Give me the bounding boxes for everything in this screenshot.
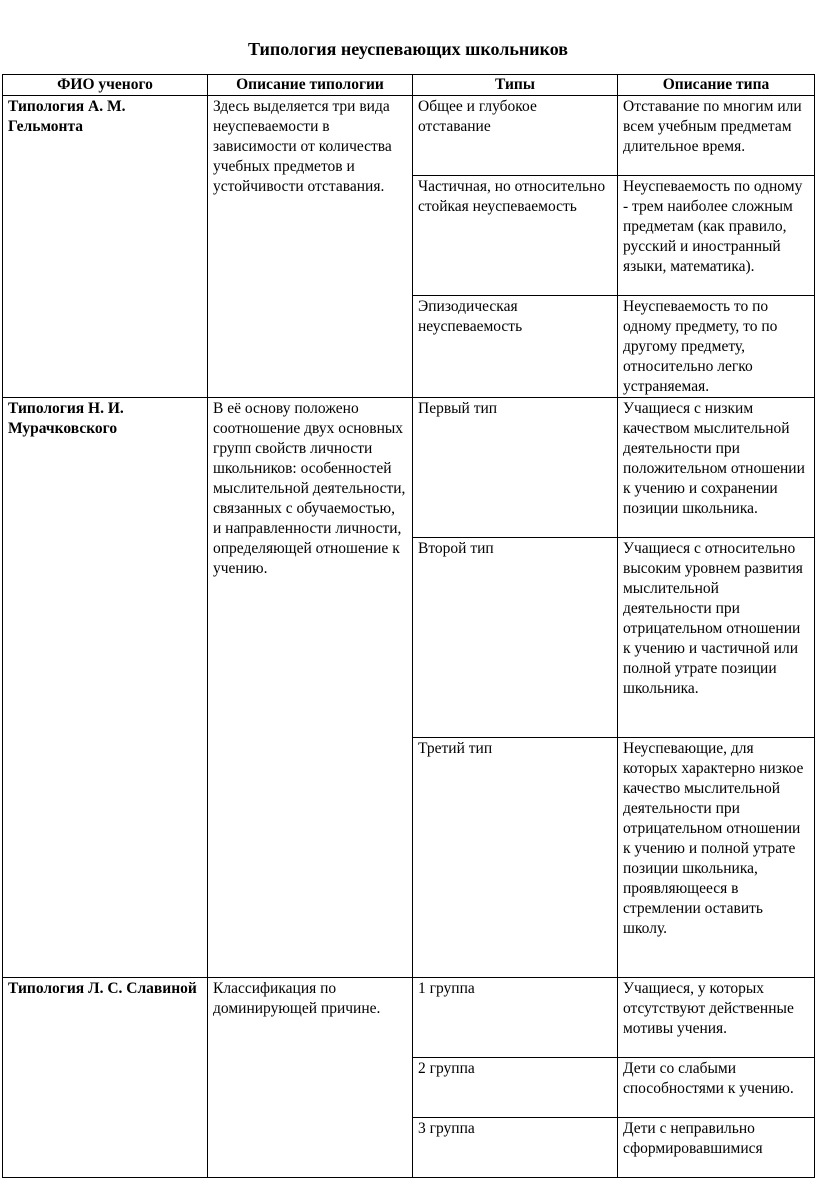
- header-scientist: ФИО ученого: [3, 75, 208, 96]
- table-row: [3, 978, 815, 1058]
- type-name-cell: Общее и глубокое отставание: [413, 96, 618, 176]
- type-name-cell: Второй тип: [413, 538, 618, 738]
- type-name-cell: 3 группа: [413, 1118, 618, 1178]
- type-name-cell: Первый тип: [413, 398, 618, 538]
- scientist-cell: Типология Н. И. Мурачковского: [3, 398, 208, 978]
- type-name-cell: Третий тип: [413, 738, 618, 978]
- table-header-row: [3, 75, 815, 96]
- type-description-cell: Неуспеваемость по одному - трем наиболее сложным предметам (как правило, русский и иностранный языки, математика).: [618, 176, 815, 296]
- header-type-description: Описание типа: [618, 75, 815, 96]
- scientist-cell: Типология А. М. Гельмонта: [3, 96, 208, 398]
- scientist-cell: Типология Л. С. Славиной: [3, 978, 208, 1178]
- type-description-cell: Дети с неправильно сформировавшимися: [618, 1118, 815, 1178]
- typology-description-cell: Здесь выделяется три вида неуспеваемости в зависимости от количества учебных предметов и устойчивости отставания.: [208, 96, 413, 398]
- type-name-cell: 2 группа: [413, 1058, 618, 1118]
- type-description-cell: Неуспевающие, для которых характерно низкое качество мыслительной деятельности при отрицательном отношении к учению и полной утрате позиции школьника, проявляющееся в стремлении оставить школу.: [618, 738, 815, 978]
- type-description-cell: Неуспеваемость то по одному предмету, то по другому предмету, относительно легко устраняемая.: [618, 296, 815, 398]
- type-description-cell: Учащиеся с относительно высоким уровнем развития мыслительной деятельности при отрицательном отношении к учению и частичной или полной утрате позиции школьника.: [618, 538, 815, 738]
- typology-description-cell: Классификация по доминирующей причине.: [208, 978, 413, 1178]
- type-description-cell: Учащиеся, у которых отсутствуют действенные мотивы учения.: [618, 978, 815, 1058]
- typology-table: [2, 74, 815, 1178]
- header-typology-description: Описание типологии: [208, 75, 413, 96]
- type-name-cell: Эпизодическая неуспеваемость: [413, 296, 618, 398]
- type-description-cell: Учащиеся с низким качеством мыслительной деятельности при положительном отношении к учению и сохранении позиции школьника.: [618, 398, 815, 538]
- type-name-cell: 1 группа: [413, 978, 618, 1058]
- header-types: Типы: [413, 75, 618, 96]
- type-description-cell: Отставание по многим или всем учебным предметам длительное время.: [618, 96, 815, 176]
- document-title: Типология неуспевающих школьников: [247, 39, 569, 59]
- table-row: [3, 398, 815, 538]
- type-description-cell: Дети со слабыми способностями к учению.: [618, 1058, 815, 1118]
- table-row: [3, 96, 815, 176]
- typology-description-cell: В её основу положено соотношение двух основных групп свойств личности школьников: особенностей мыслительной деятельности, связанных с обучаемостью, и направленности личности, определяющей отношение к учению.: [208, 398, 413, 978]
- type-name-cell: Частичная, но относительно стойкая неуспеваемость: [413, 176, 618, 296]
